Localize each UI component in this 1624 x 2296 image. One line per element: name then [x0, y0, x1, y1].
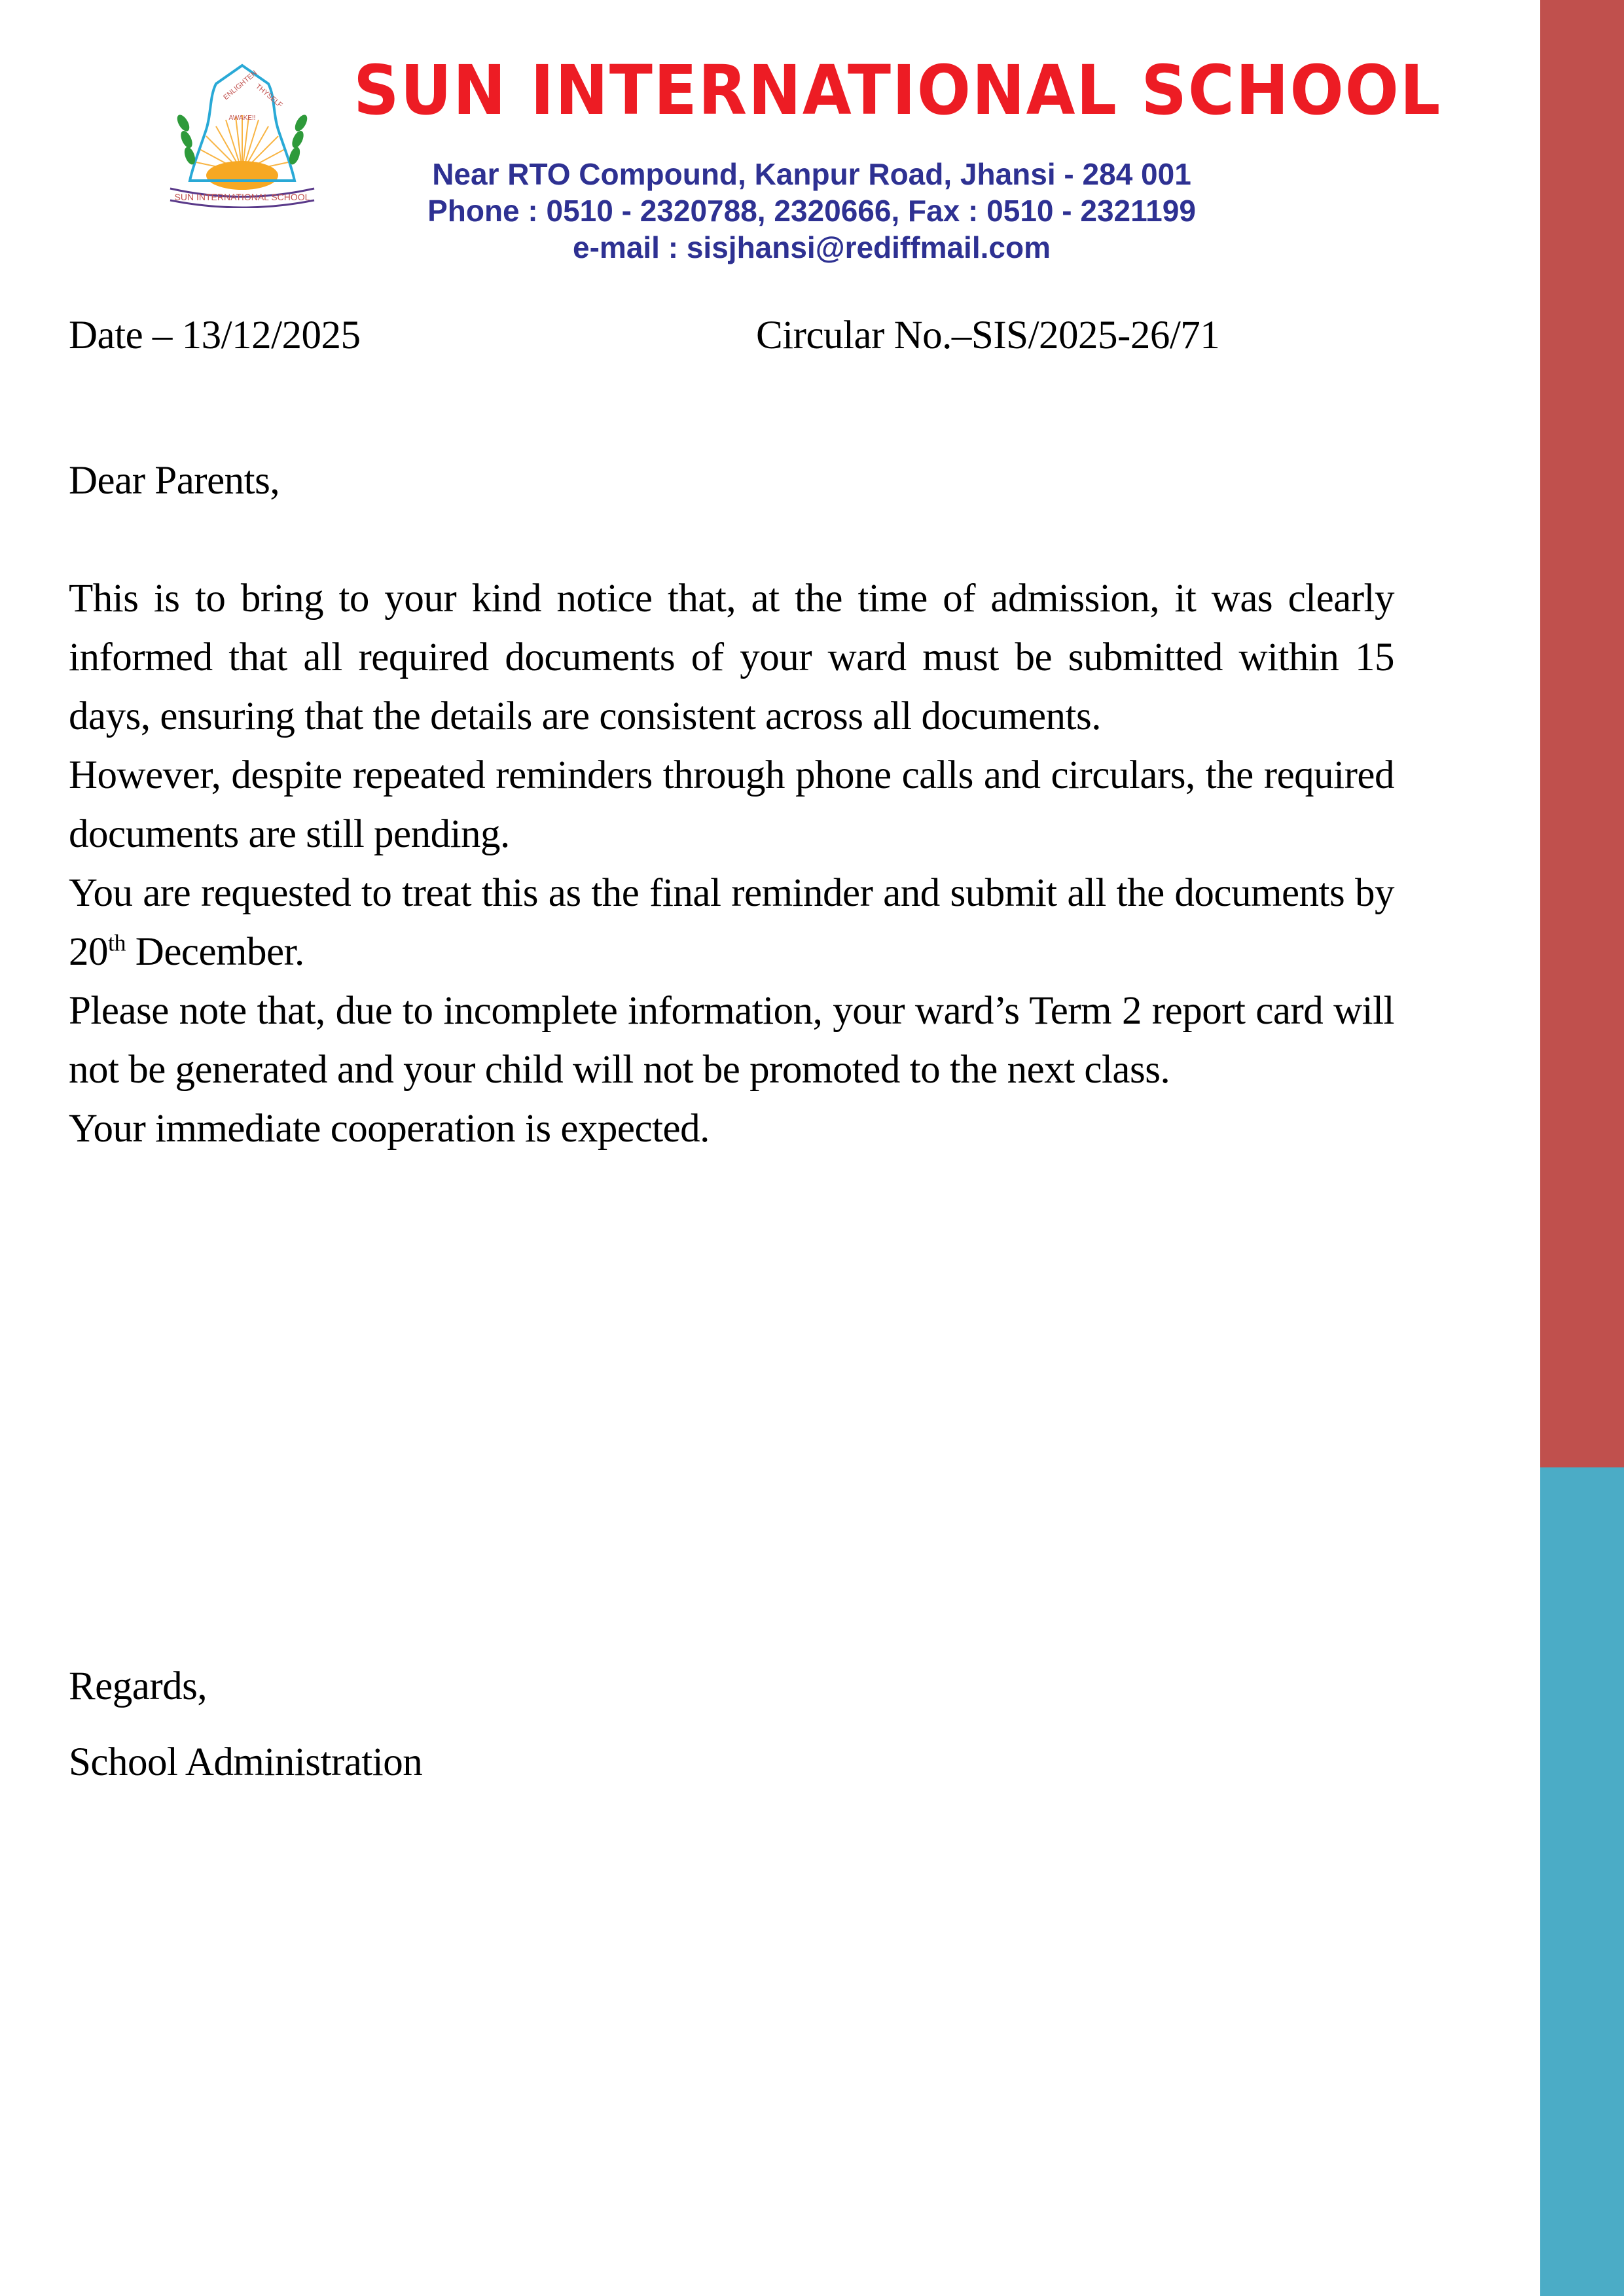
sidebar-teal-band	[1540, 1467, 1624, 2296]
ordinal-suffix: th	[108, 929, 126, 956]
paragraph-consequence: Please note that, due to incomplete information, your ward’s Term 2 report card will not be generated and your child will not be promoted to the next class.	[69, 989, 1394, 1092]
final-reminder-date: December.	[126, 930, 304, 974]
school-logo-icon	[160, 51, 324, 208]
final-reminder-text: You are requested to treat this as the final reminder and submit all the documents by 20	[69, 871, 1394, 974]
salutation: Dear Parents,	[69, 459, 280, 503]
school-address: Near RTO Compound, Kanpur Road, Jhansi - 284 001	[432, 157, 1191, 191]
circular-date: Date – 13/12/2025	[69, 314, 361, 357]
paragraph-reminders: However, despite repeated reminders through phone calls and circulars, the required documents are still pending.	[69, 753, 1394, 856]
school-phone-fax: Phone : 0510 - 2320788, 2320666, Fax : 0510 - 2321199	[427, 194, 1196, 228]
closing: Regards,	[69, 1664, 208, 1708]
svg-text:AWAKE!!: AWAKE!!	[228, 115, 256, 122]
paragraph-final-reminder	[69, 864, 1394, 982]
svg-text:THYSELF: THYSELF	[254, 82, 284, 110]
svg-text:ENLIGHTEN: ENLIGHTEN	[222, 69, 259, 102]
svg-text:SUN INTERNATIONAL SCHOOL: SUN INTERNATIONAL SCHOOL	[174, 192, 310, 202]
sidebar-red-band	[1540, 0, 1624, 1467]
signature: School Administration	[69, 1740, 423, 1784]
paragraph-admission-notice: This is to bring to your kind notice that, at the time of admission, it was clearly informed that all required documents of your ward must be submitted within 15 days, ensuring that the details are consistent across all documents.	[69, 577, 1394, 738]
paragraph-cooperation: Your immediate cooperation is expected.	[69, 1107, 710, 1151]
school-email: e-mail : sisjhansi@rediffmail.com	[573, 230, 1051, 264]
circular-number: Circular No.–SIS/2025-26/71	[756, 314, 1220, 357]
school-name: SUN INTERNATIONAL SCHOOL	[353, 50, 1442, 130]
letter-body	[69, 569, 1394, 1158]
